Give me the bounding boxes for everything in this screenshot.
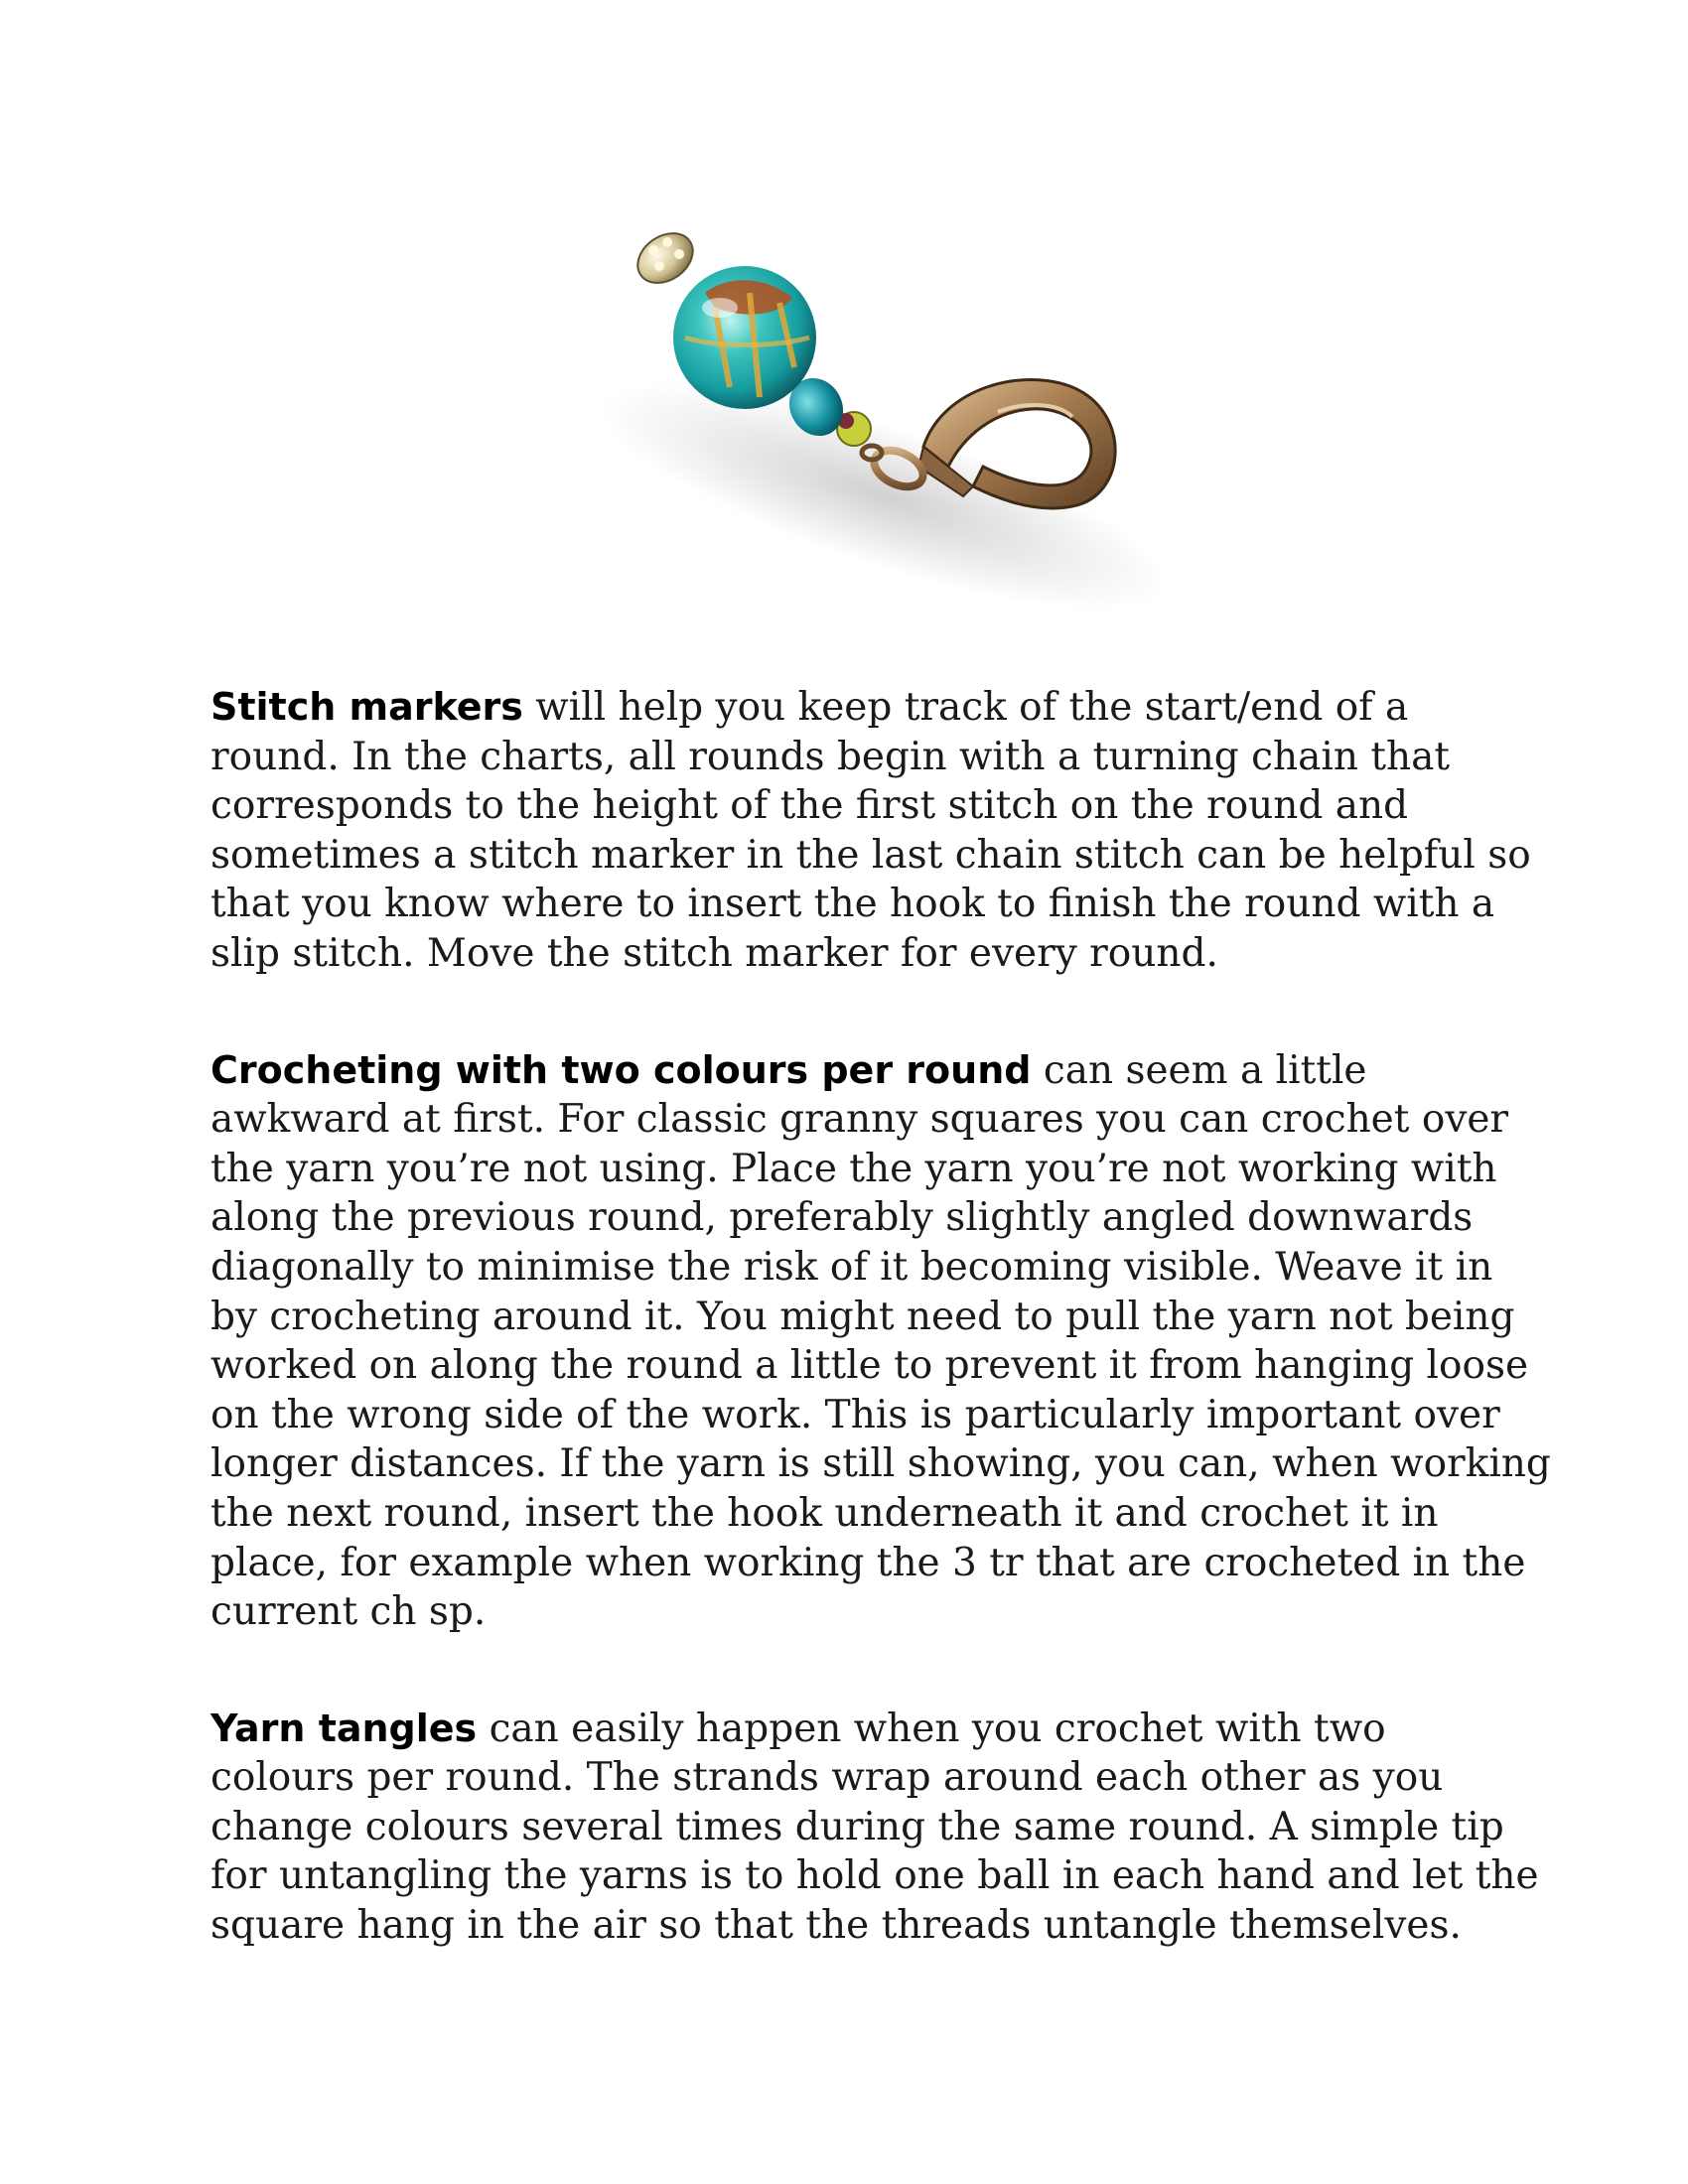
paragraph-line: change colours several times during the same round. A simple tip [211, 1804, 1504, 1849]
paragraph-line: current ch sp. [211, 1589, 487, 1635]
paragraph-line: for untangling the yarns is to hold one ball in each hand and let the [211, 1853, 1539, 1899]
paragraph-line: Stitch markers will help you keep track of the start/end of a [211, 685, 1409, 730]
paragraph-line: Crocheting with two colours per round can seem a little [211, 1047, 1367, 1093]
paragraph-line: the yarn you’re not using. Place the yarn you’re not working with [211, 1146, 1497, 1191]
paragraph-line: the next round, insert the hook underneath it and crochet it in [211, 1490, 1439, 1536]
paragraph-line: on the wrong side of the work. This is particularly important over [211, 1392, 1500, 1437]
tips-text [211, 683, 1551, 2018]
paragraph-line: slip stitch. Move the stitch marker for every round. [211, 930, 1218, 976]
paragraph-line: by crocheting around it. You might need to pull the yarn not being [211, 1294, 1515, 1339]
paragraph-line: place, for example when working the 3 tr that are crocheted in the [211, 1540, 1526, 1585]
paragraph-line: that you know where to insert the hook to finish the round with a [211, 882, 1495, 927]
yarn-tangles-paragraph [211, 1705, 1539, 1951]
paragraph-line: awkward at first. For classic granny squares you can crochet over [211, 1097, 1509, 1143]
paragraph-line: sometimes a stitch marker in the last chain stitch can be helpful so [211, 832, 1531, 878]
paragraph-line: longer distances. If the yarn is still showing, you can, when working [211, 1441, 1551, 1487]
paragraph-line: worked on along the round a little to prevent it from hanging loose [211, 1343, 1529, 1389]
paragraph-line: round. In the charts, all rounds begin with a turning chain that [211, 734, 1451, 779]
stitch-markers-paragraph [211, 683, 1531, 979]
paragraph-heading: Yarn tangles [211, 1706, 478, 1750]
paragraph-line: colours per round. The strands wrap around each other as you [211, 1755, 1444, 1801]
paragraph-heading: Crocheting with two colours per round [211, 1047, 1032, 1092]
stitch-marker-charm-icon [556, 199, 1211, 615]
paragraph-line: Yarn tangles can easily happen when you crochet with two [211, 1706, 1386, 1751]
two-colours-paragraph [211, 1046, 1551, 1637]
paragraph-line: square hang in the air so that the threads untangle themselves. [211, 1903, 1462, 1949]
paragraph-line: corresponds to the height of the first stitch on the round and [211, 783, 1409, 829]
paragraph-line: along the previous round, preferably slightly angled downwards [211, 1195, 1474, 1241]
paragraph-line: diagonally to minimise the risk of it becoming visible. Weave it in [211, 1244, 1493, 1290]
paragraph-heading: Stitch markers [211, 685, 523, 729]
